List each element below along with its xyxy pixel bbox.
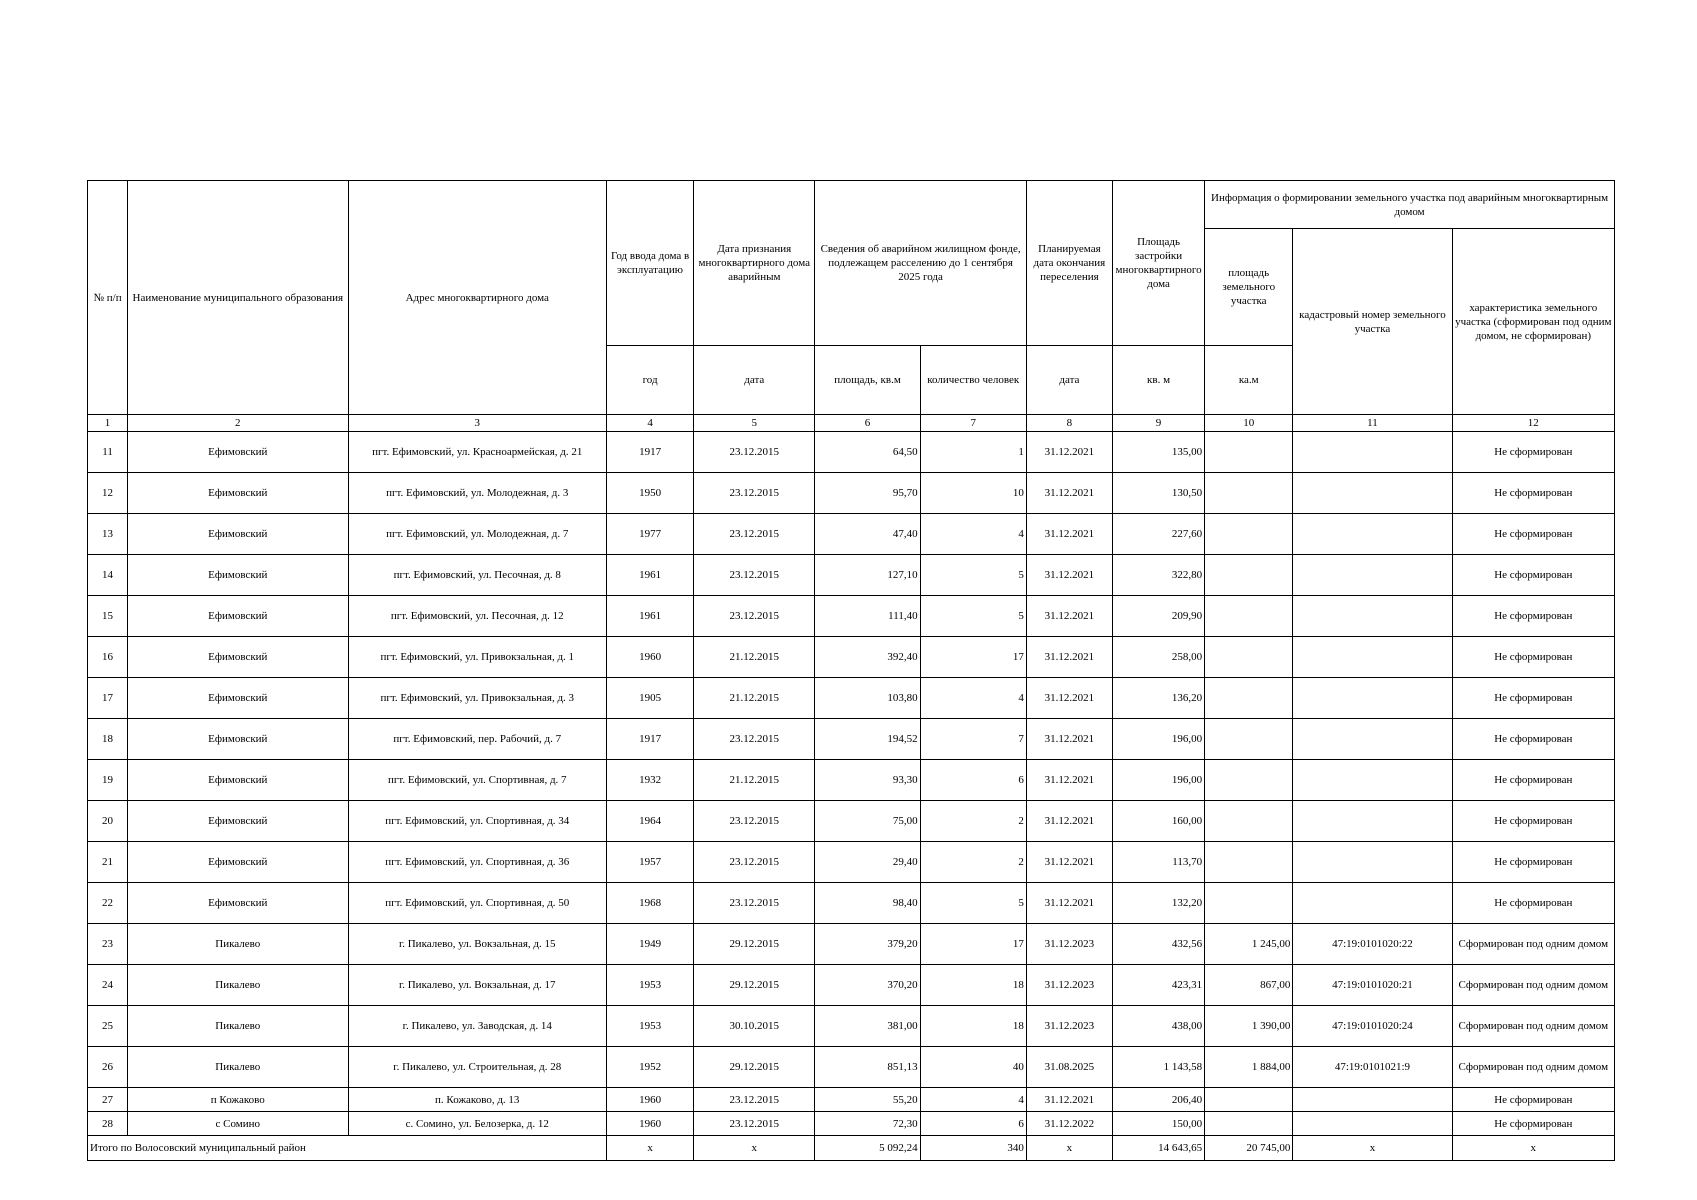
row-land-area <box>1205 473 1293 514</box>
row-people: 4 <box>920 514 1026 555</box>
row-area: 95,70 <box>815 473 920 514</box>
row-land-area: 1 884,00 <box>1205 1047 1293 1088</box>
row-planned-date: 31.12.2022 <box>1026 1112 1112 1136</box>
row-planned-date: 31.12.2021 <box>1026 637 1112 678</box>
row-planned-date: 31.12.2021 <box>1026 883 1112 924</box>
header-land-char: характеристика земельного участка (сформирован под одним домом, не сформирован) <box>1452 229 1614 415</box>
row-land-char: Не сформирован <box>1452 637 1614 678</box>
row-cadastral <box>1293 883 1452 924</box>
row-municipality: Пикалево <box>128 1047 348 1088</box>
row-people: 18 <box>920 1006 1026 1047</box>
row-municipality: Ефимовский <box>128 637 348 678</box>
row-date-recognized: 29.12.2015 <box>694 965 815 1006</box>
row-address: пгт. Ефимовский, пер. Рабочий, д. 7 <box>348 719 607 760</box>
header-year: Год ввода дома в эксплуатацию <box>607 181 694 346</box>
row-number: 13 <box>88 514 128 555</box>
row-land-char: Не сформирован <box>1452 801 1614 842</box>
table-row <box>88 555 1615 596</box>
row-land-char: Не сформирован <box>1452 1112 1614 1136</box>
row-land-char: Не сформирован <box>1452 432 1614 473</box>
row-date-recognized: 29.12.2015 <box>694 1047 815 1088</box>
row-year: 1961 <box>607 596 694 637</box>
table-row <box>88 719 1615 760</box>
row-number: 26 <box>88 1047 128 1088</box>
table-row <box>88 965 1615 1006</box>
row-people: 4 <box>920 1088 1026 1112</box>
row-address: пгт. Ефимовский, ул. Спортивная, д. 34 <box>348 801 607 842</box>
row-area: 93,30 <box>815 760 920 801</box>
row-date-recognized: 23.12.2015 <box>694 801 815 842</box>
row-date-recognized: 21.12.2015 <box>694 678 815 719</box>
row-land-area <box>1205 596 1293 637</box>
row-building-area: 196,00 <box>1112 760 1204 801</box>
row-area: 379,20 <box>815 924 920 965</box>
row-planned-date: 31.08.2025 <box>1026 1047 1112 1088</box>
column-numbers-row <box>88 415 1615 432</box>
row-land-char: Не сформирован <box>1452 883 1614 924</box>
row-municipality: Ефимовский <box>128 801 348 842</box>
total-build: 14 643,65 <box>1112 1136 1204 1161</box>
total-plan: x <box>1026 1136 1112 1161</box>
row-address: пгт. Ефимовский, ул. Песочная, д. 8 <box>348 555 607 596</box>
row-planned-date: 31.12.2023 <box>1026 924 1112 965</box>
row-area: 75,00 <box>815 801 920 842</box>
table-row <box>88 842 1615 883</box>
header-date-recognized: Дата признания многоквартирного дома аварийным <box>694 181 815 346</box>
row-land-area: 1 245,00 <box>1205 924 1293 965</box>
total-char: x <box>1452 1136 1614 1161</box>
header-num: № п/п <box>88 181 128 415</box>
row-people: 17 <box>920 924 1026 965</box>
unit-sqm: кв. м <box>1112 346 1204 415</box>
row-people: 5 <box>920 555 1026 596</box>
row-planned-date: 31.12.2023 <box>1026 965 1112 1006</box>
row-building-area: 135,00 <box>1112 432 1204 473</box>
total-land: 20 745,00 <box>1205 1136 1293 1161</box>
row-cadastral <box>1293 1088 1452 1112</box>
row-municipality: Ефимовский <box>128 473 348 514</box>
row-municipality: Пикалево <box>128 965 348 1006</box>
row-year: 1961 <box>607 555 694 596</box>
row-area: 98,40 <box>815 883 920 924</box>
col-number: 3 <box>348 415 607 432</box>
table-row <box>88 1112 1615 1136</box>
row-municipality: Ефимовский <box>128 678 348 719</box>
row-number: 14 <box>88 555 128 596</box>
row-municipality: п Кожаково <box>128 1088 348 1112</box>
row-municipality: Ефимовский <box>128 596 348 637</box>
row-address: пгт. Ефимовский, ул. Спортивная, д. 7 <box>348 760 607 801</box>
row-people: 4 <box>920 678 1026 719</box>
table-row <box>88 1006 1615 1047</box>
row-date-recognized: 23.12.2015 <box>694 1088 815 1112</box>
row-planned-date: 31.12.2021 <box>1026 760 1112 801</box>
row-land-char: Сформирован под одним домом <box>1452 965 1614 1006</box>
row-land-area <box>1205 760 1293 801</box>
total-people: 340 <box>920 1136 1026 1161</box>
row-area: 72,30 <box>815 1112 920 1136</box>
row-year: 1905 <box>607 678 694 719</box>
table-row <box>88 1047 1615 1088</box>
row-number: 27 <box>88 1088 128 1112</box>
col-number: 9 <box>1112 415 1204 432</box>
row-people: 5 <box>920 883 1026 924</box>
row-building-area: 160,00 <box>1112 801 1204 842</box>
row-municipality: Ефимовский <box>128 555 348 596</box>
row-people: 6 <box>920 760 1026 801</box>
unit-date-2: дата <box>1026 346 1112 415</box>
total-year: x <box>607 1136 694 1161</box>
row-cadastral <box>1293 678 1452 719</box>
total-date: x <box>694 1136 815 1161</box>
row-number: 21 <box>88 842 128 883</box>
row-building-area: 136,20 <box>1112 678 1204 719</box>
row-municipality: Пикалево <box>128 924 348 965</box>
row-municipality: Ефимовский <box>128 432 348 473</box>
row-date-recognized: 23.12.2015 <box>694 719 815 760</box>
row-people: 5 <box>920 596 1026 637</box>
row-date-recognized: 23.12.2015 <box>694 432 815 473</box>
col-number: 8 <box>1026 415 1112 432</box>
row-area: 55,20 <box>815 1088 920 1112</box>
row-date-recognized: 23.12.2015 <box>694 596 815 637</box>
table-row <box>88 473 1615 514</box>
row-building-area: 150,00 <box>1112 1112 1204 1136</box>
total-cadastral: x <box>1293 1136 1452 1161</box>
row-address: п. Кожаково, д. 13 <box>348 1088 607 1112</box>
row-address: пгт. Ефимовский, ул. Молодежная, д. 3 <box>348 473 607 514</box>
row-land-area <box>1205 514 1293 555</box>
row-municipality: Ефимовский <box>128 514 348 555</box>
row-year: 1949 <box>607 924 694 965</box>
row-planned-date: 31.12.2021 <box>1026 596 1112 637</box>
row-land-area <box>1205 719 1293 760</box>
row-land-area: 867,00 <box>1205 965 1293 1006</box>
row-building-area: 132,20 <box>1112 883 1204 924</box>
table-row <box>88 514 1615 555</box>
row-planned-date: 31.12.2021 <box>1026 719 1112 760</box>
row-number: 24 <box>88 965 128 1006</box>
row-people: 1 <box>920 432 1026 473</box>
row-cadastral <box>1293 432 1452 473</box>
row-cadastral: 47:19:0101020:24 <box>1293 1006 1452 1047</box>
row-building-area: 209,90 <box>1112 596 1204 637</box>
row-municipality: Ефимовский <box>128 719 348 760</box>
row-building-area: 196,00 <box>1112 719 1204 760</box>
row-area: 103,80 <box>815 678 920 719</box>
row-date-recognized: 23.12.2015 <box>694 883 815 924</box>
table-row <box>88 432 1615 473</box>
row-building-area: 227,60 <box>1112 514 1204 555</box>
unit-people: количество человек <box>920 346 1026 415</box>
row-cadastral <box>1293 637 1452 678</box>
row-building-area: 1 143,58 <box>1112 1047 1204 1088</box>
col-number: 5 <box>694 415 815 432</box>
row-number: 25 <box>88 1006 128 1047</box>
row-year: 1964 <box>607 801 694 842</box>
row-land-char: Не сформирован <box>1452 514 1614 555</box>
row-planned-date: 31.12.2021 <box>1026 555 1112 596</box>
row-people: 40 <box>920 1047 1026 1088</box>
row-address: пгт. Ефимовский, ул. Молодежная, д. 7 <box>348 514 607 555</box>
row-building-area: 258,00 <box>1112 637 1204 678</box>
row-municipality: Пикалево <box>128 1006 348 1047</box>
resettlement-table <box>87 180 1615 1161</box>
row-people: 18 <box>920 965 1026 1006</box>
row-land-char: Не сформирован <box>1452 1088 1614 1112</box>
row-land-area <box>1205 801 1293 842</box>
row-number: 12 <box>88 473 128 514</box>
row-cadastral <box>1293 1112 1452 1136</box>
row-land-char: Не сформирован <box>1452 678 1614 719</box>
row-land-area <box>1205 637 1293 678</box>
row-planned-date: 31.12.2021 <box>1026 678 1112 719</box>
row-number: 28 <box>88 1112 128 1136</box>
row-land-area <box>1205 842 1293 883</box>
table-row <box>88 760 1615 801</box>
row-date-recognized: 23.12.2015 <box>694 514 815 555</box>
total-row <box>88 1136 1615 1161</box>
col-number: 2 <box>128 415 348 432</box>
row-land-area <box>1205 555 1293 596</box>
table-row <box>88 596 1615 637</box>
unit-year: год <box>607 346 694 415</box>
row-area: 127,10 <box>815 555 920 596</box>
row-year: 1960 <box>607 1088 694 1112</box>
row-cadastral <box>1293 514 1452 555</box>
row-address: пгт. Ефимовский, ул. Привокзальная, д. 3 <box>348 678 607 719</box>
table-row <box>88 883 1615 924</box>
row-land-char: Не сформирован <box>1452 555 1614 596</box>
row-planned-date: 31.12.2023 <box>1026 1006 1112 1047</box>
row-land-char: Не сформирован <box>1452 473 1614 514</box>
row-date-recognized: 23.12.2015 <box>694 1112 815 1136</box>
row-number: 22 <box>88 883 128 924</box>
row-municipality: Ефимовский <box>128 760 348 801</box>
unit-date: дата <box>694 346 815 415</box>
row-cadastral <box>1293 555 1452 596</box>
row-planned-date: 31.12.2021 <box>1026 473 1112 514</box>
row-people: 2 <box>920 842 1026 883</box>
row-municipality: с Сомино <box>128 1112 348 1136</box>
row-year: 1977 <box>607 514 694 555</box>
row-land-char: Сформирован под одним домом <box>1452 924 1614 965</box>
row-building-area: 206,40 <box>1112 1088 1204 1112</box>
row-cadastral <box>1293 842 1452 883</box>
row-planned-date: 31.12.2021 <box>1026 842 1112 883</box>
row-land-area <box>1205 432 1293 473</box>
unit-land: ка.м <box>1205 346 1293 415</box>
col-number: 12 <box>1452 415 1614 432</box>
unit-area: площадь, кв.м <box>815 346 920 415</box>
row-cadastral: 47:19:0101021:9 <box>1293 1047 1452 1088</box>
row-year: 1917 <box>607 719 694 760</box>
row-land-char: Сформирован под одним домом <box>1452 1006 1614 1047</box>
row-people: 17 <box>920 637 1026 678</box>
header-cadastral: кадастровый номер земельного участка <box>1293 229 1452 415</box>
col-number: 6 <box>815 415 920 432</box>
row-address: г. Пикалево, ул. Вокзальная, д. 17 <box>348 965 607 1006</box>
row-cadastral: 47:19:0101020:21 <box>1293 965 1452 1006</box>
row-number: 18 <box>88 719 128 760</box>
col-number: 4 <box>607 415 694 432</box>
row-cadastral <box>1293 596 1452 637</box>
row-address: пгт. Ефимовский, ул. Красноармейская, д. 21 <box>348 432 607 473</box>
row-year: 1932 <box>607 760 694 801</box>
row-land-char: Не сформирован <box>1452 596 1614 637</box>
header-building-area: Площадь застройки многоквартирного дома <box>1112 181 1204 346</box>
col-number: 11 <box>1293 415 1452 432</box>
col-number: 10 <box>1205 415 1293 432</box>
row-year: 1960 <box>607 1112 694 1136</box>
row-land-area <box>1205 678 1293 719</box>
row-building-area: 432,56 <box>1112 924 1204 965</box>
row-date-recognized: 21.12.2015 <box>694 637 815 678</box>
row-date-recognized: 23.12.2015 <box>694 842 815 883</box>
row-address: пгт. Ефимовский, ул. Привокзальная, д. 1 <box>348 637 607 678</box>
row-year: 1917 <box>607 432 694 473</box>
header-land-info: Информация о формировании земельного участка под аварийным многоквартирным домом <box>1205 181 1615 229</box>
row-people: 6 <box>920 1112 1026 1136</box>
row-land-char: Не сформирован <box>1452 842 1614 883</box>
row-people: 7 <box>920 719 1026 760</box>
row-land-area <box>1205 883 1293 924</box>
row-planned-date: 31.12.2021 <box>1026 432 1112 473</box>
header-planned-date: Планируемая дата окончания переселения <box>1026 181 1112 346</box>
row-year: 1957 <box>607 842 694 883</box>
row-number: 23 <box>88 924 128 965</box>
row-year: 1960 <box>607 637 694 678</box>
row-area: 111,40 <box>815 596 920 637</box>
row-land-area <box>1205 1112 1293 1136</box>
row-area: 47,40 <box>815 514 920 555</box>
row-municipality: Ефимовский <box>128 883 348 924</box>
row-building-area: 438,00 <box>1112 1006 1204 1047</box>
col-number: 7 <box>920 415 1026 432</box>
row-number: 15 <box>88 596 128 637</box>
row-address: г. Пикалево, ул. Заводская, д. 14 <box>348 1006 607 1047</box>
row-building-area: 130,50 <box>1112 473 1204 514</box>
header-address: Адрес многоквартирного дома <box>348 181 607 415</box>
row-land-area: 1 390,00 <box>1205 1006 1293 1047</box>
table-row <box>88 637 1615 678</box>
row-year: 1968 <box>607 883 694 924</box>
row-area: 194,52 <box>815 719 920 760</box>
row-cadastral <box>1293 801 1452 842</box>
row-number: 16 <box>88 637 128 678</box>
row-cadastral <box>1293 719 1452 760</box>
row-municipality: Ефимовский <box>128 842 348 883</box>
total-label: Итого по Волосовский муниципальный район <box>88 1136 607 1161</box>
row-date-recognized: 23.12.2015 <box>694 473 815 514</box>
row-date-recognized: 30.10.2015 <box>694 1006 815 1047</box>
row-people: 2 <box>920 801 1026 842</box>
row-land-char: Не сформирован <box>1452 719 1614 760</box>
row-date-recognized: 23.12.2015 <box>694 555 815 596</box>
row-number: 17 <box>88 678 128 719</box>
table-row <box>88 801 1615 842</box>
header-municipality: Наименование муниципального образования <box>128 181 348 415</box>
row-area: 851,13 <box>815 1047 920 1088</box>
row-address: г. Пикалево, ул. Строительная, д. 28 <box>348 1047 607 1088</box>
row-building-area: 423,31 <box>1112 965 1204 1006</box>
header-land-area: площадь земельного участка <box>1205 229 1293 346</box>
row-address: с. Сомино, ул. Белозерка, д. 12 <box>348 1112 607 1136</box>
row-people: 10 <box>920 473 1026 514</box>
row-address: пгт. Ефимовский, ул. Песочная, д. 12 <box>348 596 607 637</box>
row-area: 392,40 <box>815 637 920 678</box>
row-year: 1953 <box>607 965 694 1006</box>
row-year: 1950 <box>607 473 694 514</box>
row-land-area <box>1205 1088 1293 1112</box>
row-address: пгт. Ефимовский, ул. Спортивная, д. 50 <box>348 883 607 924</box>
col-number: 1 <box>88 415 128 432</box>
row-cadastral <box>1293 473 1452 514</box>
row-area: 64,50 <box>815 432 920 473</box>
row-number: 20 <box>88 801 128 842</box>
row-area: 370,20 <box>815 965 920 1006</box>
header-fund-info: Сведения об аварийном жилищном фонде, подлежащем расселению до 1 сентября 2025 года <box>815 181 1026 346</box>
row-number: 19 <box>88 760 128 801</box>
row-number: 11 <box>88 432 128 473</box>
row-cadastral <box>1293 760 1452 801</box>
row-date-recognized: 29.12.2015 <box>694 924 815 965</box>
row-date-recognized: 21.12.2015 <box>694 760 815 801</box>
row-land-char: Не сформирован <box>1452 760 1614 801</box>
row-building-area: 322,80 <box>1112 555 1204 596</box>
row-address: пгт. Ефимовский, ул. Спортивная, д. 36 <box>348 842 607 883</box>
row-address: г. Пикалево, ул. Вокзальная, д. 15 <box>348 924 607 965</box>
table-row <box>88 678 1615 719</box>
row-year: 1952 <box>607 1047 694 1088</box>
row-land-char: Сформирован под одним домом <box>1452 1047 1614 1088</box>
table-row <box>88 924 1615 965</box>
row-area: 381,00 <box>815 1006 920 1047</box>
total-area: 5 092,24 <box>815 1136 920 1161</box>
row-area: 29,40 <box>815 842 920 883</box>
row-cadastral: 47:19:0101020:22 <box>1293 924 1452 965</box>
row-planned-date: 31.12.2021 <box>1026 801 1112 842</box>
row-building-area: 113,70 <box>1112 842 1204 883</box>
table-row <box>88 1088 1615 1112</box>
row-planned-date: 31.12.2021 <box>1026 514 1112 555</box>
row-planned-date: 31.12.2021 <box>1026 1088 1112 1112</box>
row-year: 1953 <box>607 1006 694 1047</box>
